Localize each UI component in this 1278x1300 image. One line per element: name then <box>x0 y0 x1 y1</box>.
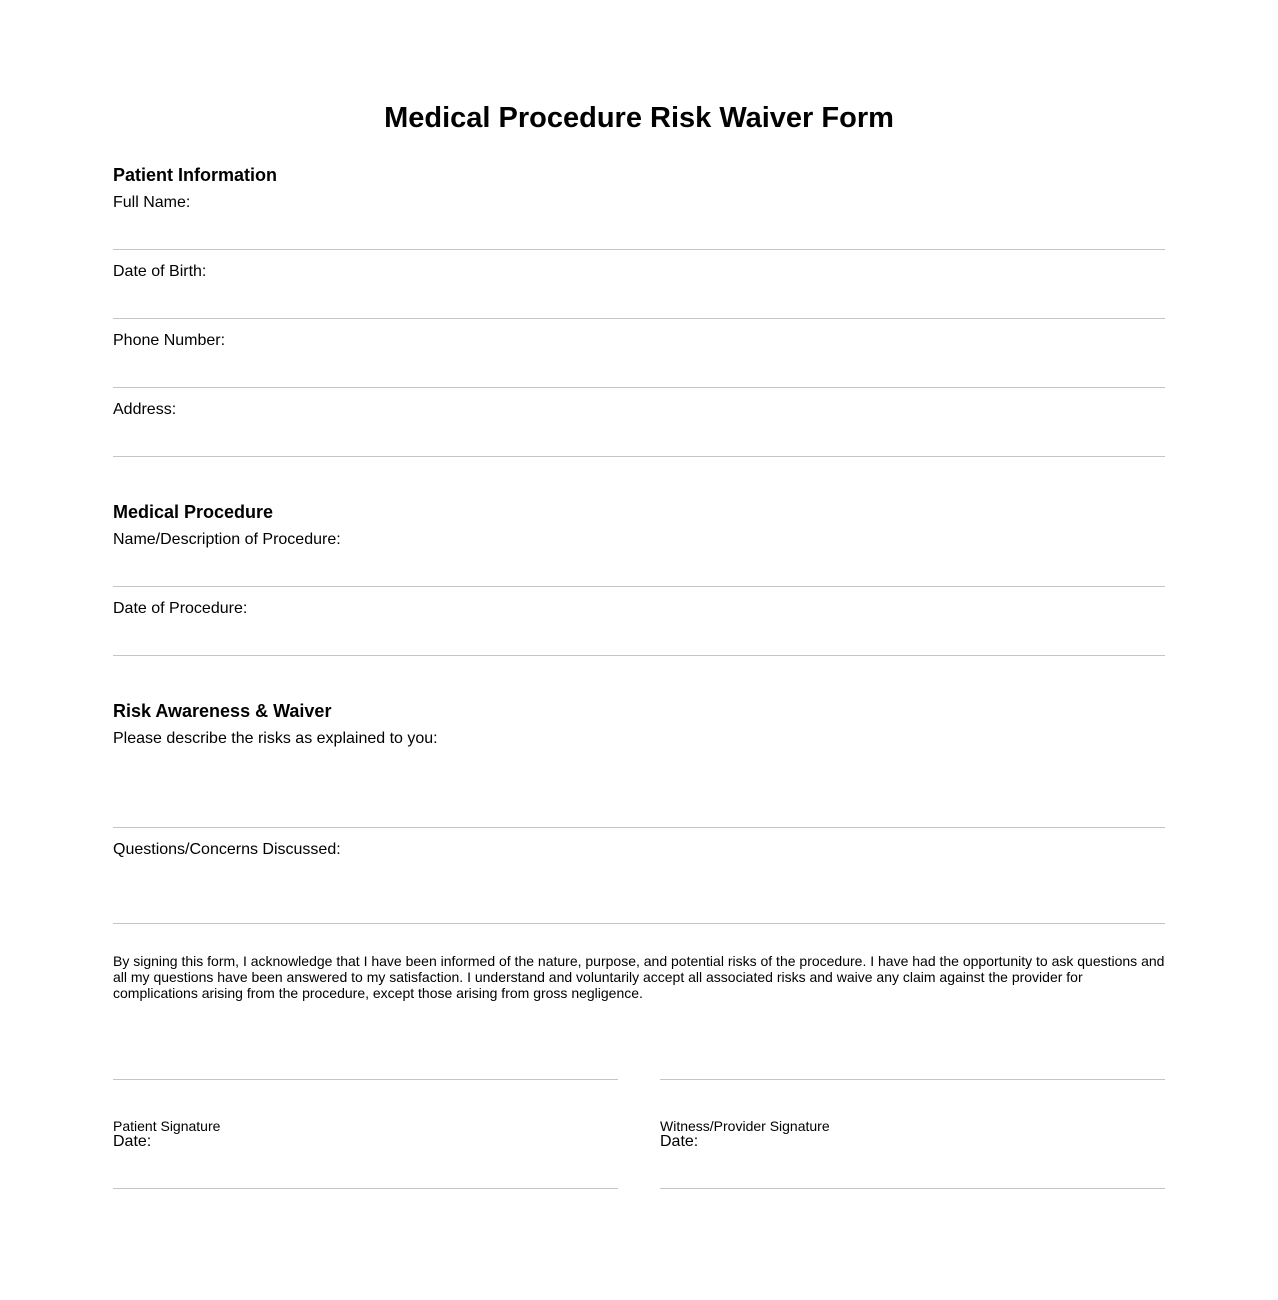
witness-signature-line[interactable] <box>660 1079 1165 1080</box>
address-label: Address: <box>113 401 177 418</box>
patient-signature-label: Patient Signature <box>113 1118 221 1134</box>
phone-line <box>113 387 1165 388</box>
full-name-line <box>113 249 1165 250</box>
section-heading-procedure: Medical Procedure <box>113 502 274 522</box>
patient-date-label: Date: <box>113 1133 152 1150</box>
full-name-label: Full Name: <box>113 194 191 211</box>
acknowledgement-text: By signing this form, I acknowledge that I have been informed of the nature, purpose, and potential risks of the procedure. I have had the opportunity to ask questions and all my questions have been answered to my satisfaction. I understand and voluntarily accept all associated risks and waive any claim against the provider for complications arising from the procedure, except those arising from gross negligence. <box>113 953 1165 1001</box>
phone-input[interactable] <box>113 358 1165 382</box>
address-line <box>113 456 1165 457</box>
witness-signature-label: Witness/Provider Signature <box>660 1118 830 1134</box>
risks-input[interactable] <box>113 756 1165 822</box>
dob-label: Date of Birth: <box>113 263 207 280</box>
procedure-name-label: Name/Description of Procedure: <box>113 531 341 548</box>
questions-input[interactable] <box>113 866 1165 918</box>
witness-date-line <box>660 1188 1165 1189</box>
patient-signature-line[interactable] <box>113 1079 618 1080</box>
questions-label: Questions/Concerns Discussed: <box>113 841 341 858</box>
section-heading-risk: Risk Awareness & Waiver <box>113 701 332 721</box>
risks-label: Please describe the risks as explained to you: <box>113 730 438 747</box>
risks-line <box>113 827 1165 828</box>
procedure-date-line <box>113 655 1165 656</box>
procedure-name-input[interactable] <box>113 557 1165 581</box>
dob-input[interactable] <box>113 289 1165 313</box>
questions-line <box>113 923 1165 924</box>
phone-label: Phone Number: <box>113 332 226 349</box>
witness-date-label: Date: <box>660 1133 699 1150</box>
patient-date-line <box>113 1188 618 1189</box>
procedure-date-input[interactable] <box>113 626 1165 650</box>
page-title: Medical Procedure Risk Waiver Form <box>384 102 894 134</box>
procedure-date-label: Date of Procedure: <box>113 600 248 617</box>
witness-date-input[interactable] <box>660 1152 1165 1182</box>
dob-line <box>113 318 1165 319</box>
address-input[interactable] <box>113 427 1165 451</box>
full-name-input[interactable] <box>113 220 1165 244</box>
section-heading-patient: Patient Information <box>113 165 278 185</box>
procedure-name-line <box>113 586 1165 587</box>
patient-date-input[interactable] <box>113 1152 618 1182</box>
